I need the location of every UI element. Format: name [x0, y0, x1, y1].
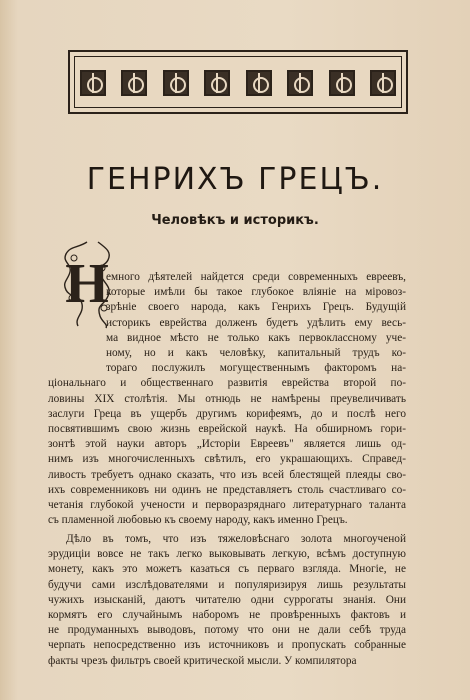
text-line: которые имѣли бы такое глубокое вліяніе на міровоз-: [106, 286, 406, 299]
drop-cap-letter: Н: [65, 253, 109, 315]
text-line: четанія глубокой учености и перворазряднаго литературнаго таланта: [48, 499, 406, 512]
text-line: факты чрезъ фильтръ своей критической мысли. У компилятора: [48, 654, 357, 667]
decorative-header-ornament: [68, 50, 408, 114]
text-line: зонтѣ этой науки авторъ „Исторіи Евреевъ" является лишь од-: [48, 438, 406, 451]
text-line: ному, но и какъ человѣку, капитальный трудъ ко-: [106, 347, 406, 360]
ornament-tile-icon: [246, 70, 272, 96]
text-line: будучи сами изслѣдователями и популяризируя лишь результаты: [48, 578, 406, 591]
ornament-tile-icon: [287, 70, 313, 96]
text-line: ловины XIX столѣтія. Мы отнюдь не намѣрены преувеличивать: [48, 392, 406, 405]
paragraph-1: [48, 270, 406, 528]
text-line: тораго послужилъ могущественнымъ факторомъ на-: [106, 362, 406, 375]
text-line: черпать непосредственно изъ источниковъ и пропускать собранные: [48, 639, 406, 652]
text-line: эрудиціи вовсе не такъ легко выковывать легкую, всѣмъ доступную: [48, 548, 406, 561]
text-line: историкъ еврейства долженъ будетъ удѣлить ему весь-: [106, 316, 406, 329]
paragraph-2: [48, 532, 406, 669]
ornament-tile-band: [80, 60, 396, 106]
text-line: монету, какъ это можетъ казаться съ перваго взгляда. Многіе, не: [48, 563, 406, 576]
ornament-tile-icon: [204, 70, 230, 96]
page-subtitle: Человѣкъ и историкъ.: [151, 213, 319, 228]
text-line: заслуги Греца въ ущербъ другимъ корифеямъ, до и послѣ него: [48, 407, 406, 420]
text-line: съ пламенной любовью къ своему народу, какъ именно Грецъ.: [48, 514, 348, 527]
text-line: ма видное мѣсто не только какъ первоклассному уче-: [106, 331, 406, 344]
text-line: кормятъ его случайнымъ наборомъ не провѣренныхъ фактовъ и: [48, 609, 406, 622]
page-title: ГЕНРИХЪ ГРЕЦЪ.: [86, 162, 384, 197]
text-line: чужихъ изысканій, даютъ читателю одни суррогаты знанія. Они: [48, 593, 406, 606]
text-line: нимъ изъ многочисленныхъ свѣтилъ, его украшающихъ. Справед-: [48, 453, 406, 466]
text-line: Дѣло въ томъ, что изъ тяжеловѣснаго золота многоученой: [66, 533, 406, 545]
ornament-tile-icon: [370, 70, 396, 96]
text-line: не продуманныхъ выводовъ, потому что они не дали себѣ труда: [48, 624, 406, 637]
text-line: посвятившимъ свою жизнь еврейской наукѣ. На обширномъ гори-: [48, 423, 406, 436]
text-line: ливость требуетъ однако сказать, что изъ всей блестящей плеяды сво-: [48, 468, 406, 481]
text-line: зрѣніе своего народа, какъ Генрихъ Грецъ. Будущій: [106, 301, 406, 314]
ornament-tile-icon: [163, 70, 189, 96]
text-line: ціональнаго и общественнаго развитія еврейства второй по-: [48, 377, 406, 390]
ornament-tile-icon: [329, 70, 355, 96]
text-line: емного дѣятелей найдется среди современныхъ евреевъ,: [106, 271, 406, 283]
ornament-tile-icon: [80, 70, 106, 96]
ornament-tile-icon: [121, 70, 147, 96]
text-line: ихъ современниковъ ни одинъ не представляетъ столь счастливаго со-: [48, 483, 406, 496]
